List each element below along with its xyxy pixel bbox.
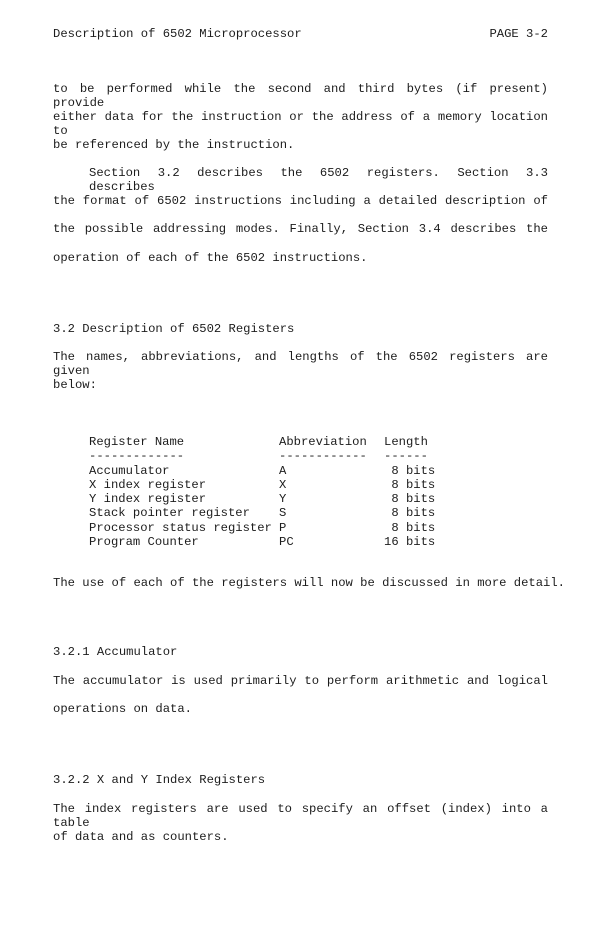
register-length: 8 bits <box>391 492 436 507</box>
table-underline-row <box>89 449 435 463</box>
header-underline: ------ <box>384 449 428 464</box>
register-length: 8 bits <box>391 463 436 478</box>
text-line: operations on data. <box>53 702 192 716</box>
text-line: below: <box>53 378 97 392</box>
register-name: X index register <box>89 477 207 492</box>
register-abbreviation: A <box>279 463 287 478</box>
register-abbreviation: S <box>279 506 287 521</box>
text-line: the possible addressing modes. Finally, Section 3.4 describes the <box>53 222 548 236</box>
text-line: Section 3.2 describes the 6502 registers. Section 3.3 describes <box>89 166 548 194</box>
text-line: either data for the instruction or the address of a memory location to <box>53 110 548 138</box>
register-abbreviation: Y <box>279 492 287 507</box>
page-number: PAGE 3-2 <box>489 27 548 41</box>
register-table <box>89 435 435 549</box>
header-underline: ------------- <box>89 449 185 464</box>
register-length: 8 bits <box>391 520 436 535</box>
text-line: The use of each of the registers will now be discussed in more detail. <box>53 576 565 590</box>
section-heading-3-2-1: 3.2.1 Accumulator <box>53 645 178 659</box>
table-row <box>89 492 435 506</box>
register-name: Program Counter <box>89 535 199 550</box>
table-header-row <box>89 435 435 449</box>
section-heading-3-2-2: 3.2.2 X and Y Index Registers <box>53 773 266 787</box>
column-header: Length <box>384 435 428 449</box>
table-row <box>89 478 435 492</box>
text-line: of data and as counters. <box>53 830 229 844</box>
register-abbreviation: PC <box>279 535 294 550</box>
text-line: to be performed while the second and third bytes (if present) provide <box>53 82 548 110</box>
table-row <box>89 521 435 535</box>
document-title: Description of 6502 Microprocessor <box>53 27 302 41</box>
register-name: Stack pointer register <box>89 506 250 521</box>
text-line: be referenced by the instruction. <box>53 138 295 152</box>
text-line: The index registers are used to specify an offset (index) into a table <box>53 802 548 830</box>
table-row <box>89 464 435 478</box>
register-length: 16 bits <box>384 535 436 550</box>
register-length: 8 bits <box>391 506 436 521</box>
register-abbreviation: P <box>279 520 287 535</box>
register-name: Accumulator <box>89 463 170 478</box>
column-header: Abbreviation <box>279 435 367 449</box>
header-underline: ------------ <box>279 449 367 464</box>
register-abbreviation: X <box>279 477 287 492</box>
page-header <box>53 27 548 41</box>
register-name: Processor status register <box>89 520 272 535</box>
section-heading-3-2: 3.2 Description of 6502 Registers <box>53 322 295 336</box>
text-line: operation of each of the 6502 instructions. <box>53 251 368 265</box>
text-line: The names, abbreviations, and lengths of the 6502 registers are given <box>53 350 548 378</box>
text-line: the format of 6502 instructions including a detailed description of <box>53 194 548 208</box>
text-line: The accumulator is used primarily to perform arithmetic and logical <box>53 674 548 688</box>
register-length: 8 bits <box>391 477 436 492</box>
column-header: Register Name <box>89 435 185 449</box>
table-row <box>89 506 435 520</box>
table-row <box>89 535 435 549</box>
register-name: Y index register <box>89 492 207 507</box>
